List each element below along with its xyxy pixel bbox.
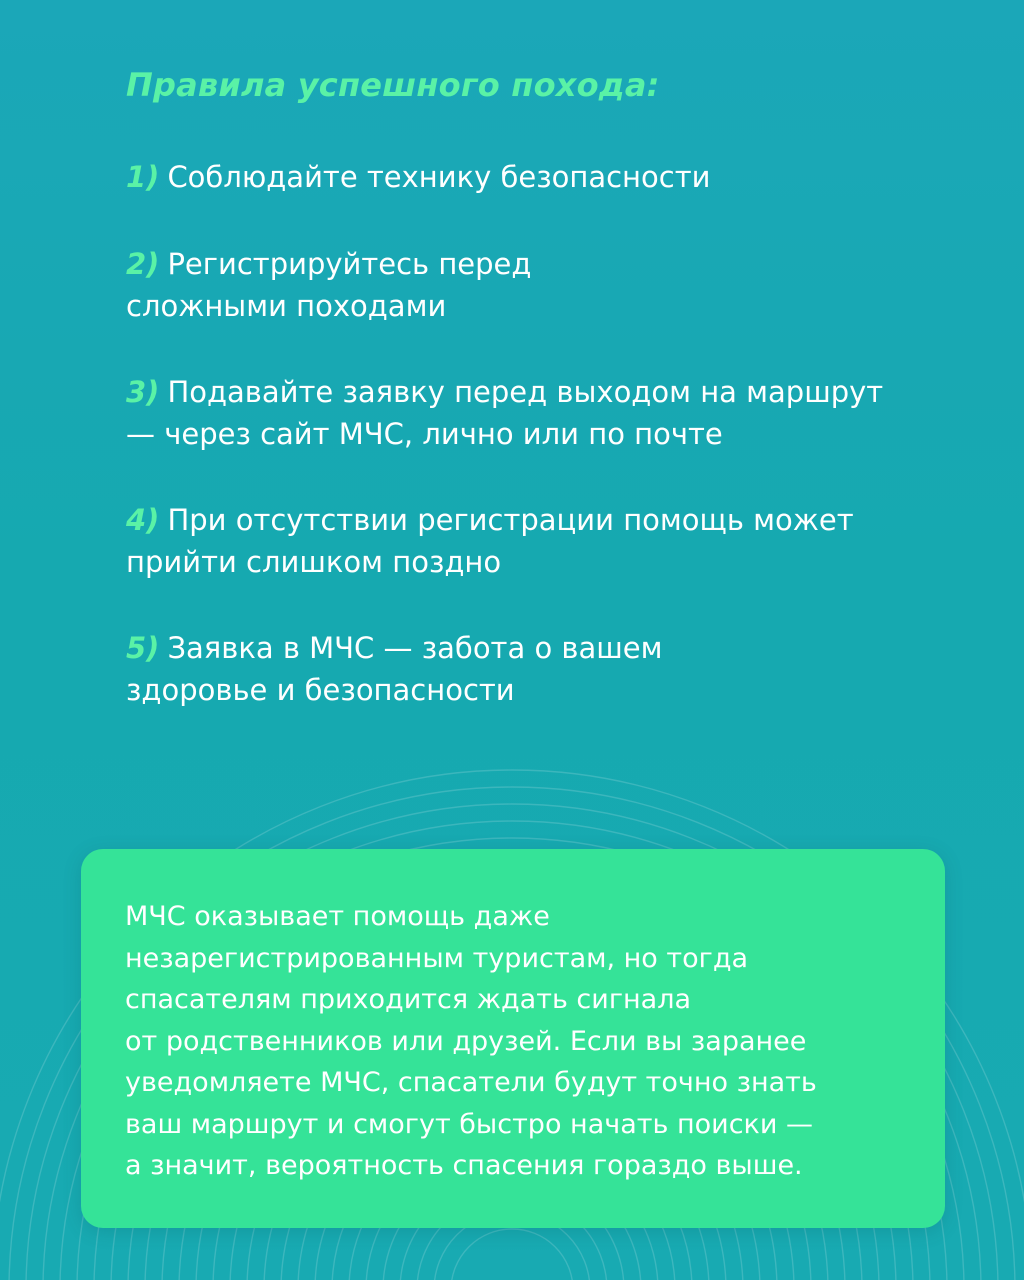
rule-number: 2) bbox=[126, 247, 160, 281]
rule-text: Соблюдайте технику безопасности bbox=[167, 160, 711, 194]
info-card-line: уведомляете МЧС, спасатели будут точно знать bbox=[125, 1067, 817, 1098]
rule-text-line: — через сайт МЧС, лично или по почте bbox=[126, 417, 723, 451]
rule-item-2 bbox=[126, 243, 946, 327]
info-card-text bbox=[125, 896, 915, 1187]
rule-item-3 bbox=[126, 371, 946, 455]
rule-text-line: сложными походами bbox=[126, 289, 447, 323]
decorative-ring bbox=[451, 1229, 573, 1280]
info-card-line: спасателям приходится ждать сигнала bbox=[125, 984, 692, 1015]
rule-text-line: здоровье и безопасности bbox=[126, 673, 515, 707]
rule-number: 4) bbox=[126, 503, 160, 537]
rule-text-line: Заявка в МЧС — забота о вашем bbox=[167, 631, 663, 665]
rule-text-line: Регистрируйтесь перед bbox=[167, 247, 532, 281]
info-card-line: незарегистрированным туристам, но тогда bbox=[125, 942, 749, 974]
rule-item-5 bbox=[126, 627, 946, 711]
rule-number: 1) bbox=[126, 160, 160, 194]
rule-number: 5) bbox=[126, 631, 160, 665]
rule-text-line: прийти слишком поздно bbox=[126, 545, 502, 579]
info-card bbox=[81, 849, 945, 1228]
rule-text-line: При отсутствии регистрации помощь может bbox=[167, 503, 854, 537]
rule-item-1 bbox=[126, 156, 946, 198]
info-card-line: ваш маршрут и смогут быстро начать поиски — bbox=[125, 1108, 813, 1140]
page-title: Правила успешного похода: bbox=[126, 66, 660, 104]
rule-item-4 bbox=[126, 499, 946, 583]
info-card-line: МЧС оказывает помощь даже bbox=[125, 901, 550, 932]
info-card-line: от родственников или друзей. Если вы заранее bbox=[125, 1025, 807, 1057]
rule-number: 3) bbox=[126, 375, 160, 409]
info-card-line: а значит, вероятность спасения гораздо выше. bbox=[125, 1150, 803, 1181]
rule-text-line: Подавайте заявку перед выходом на маршрут bbox=[167, 375, 884, 409]
